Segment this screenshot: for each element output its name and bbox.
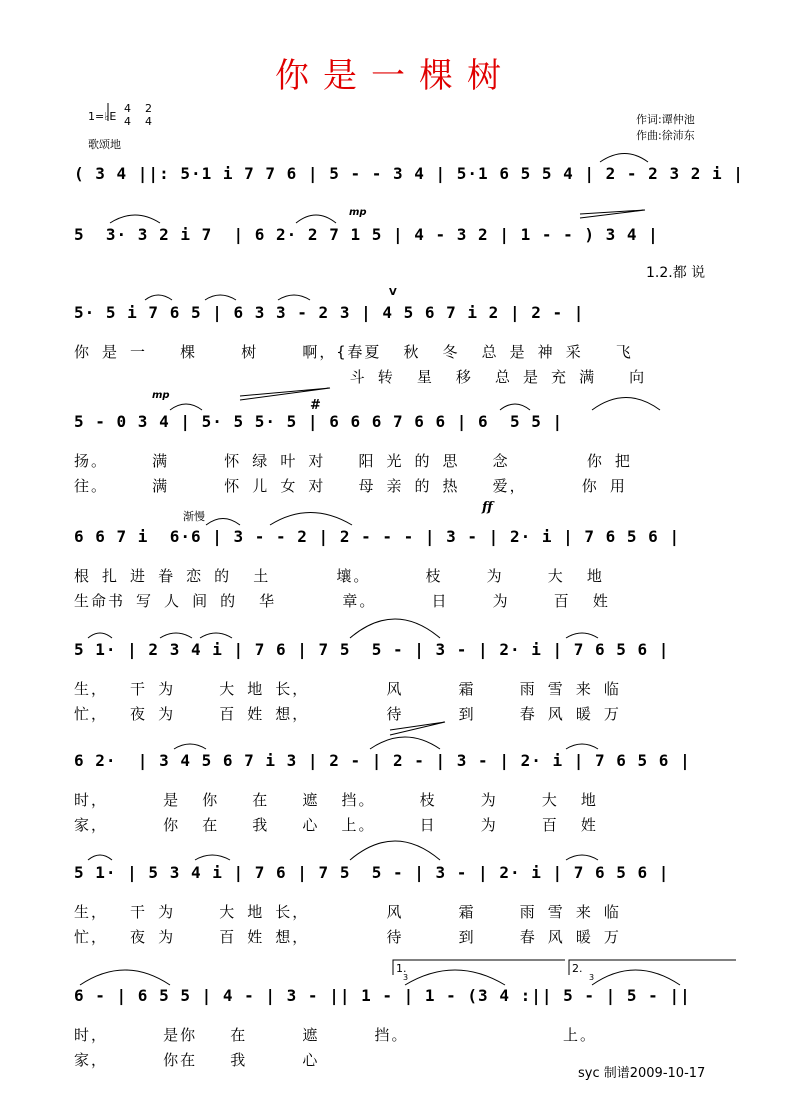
slur-row1 — [600, 154, 648, 163]
dynamic-mp-1: mp — [349, 207, 367, 218]
slur-row7b — [370, 737, 440, 749]
notation-row-7: 6 2· | 3 4 5 6 7 i 3 | 2 - | 2 - | 3 - | 2· i | 7 6 5 6 | — [74, 751, 691, 770]
dynamic-mp-2: mp — [152, 390, 170, 401]
lyric-row-9-verse-1: 时， 是你 在 遮 挡。 上。 — [74, 1026, 597, 1044]
style-marking: 歌颂地 — [88, 138, 121, 151]
song-title: 你是一棵树 — [275, 56, 515, 96]
lyric-row-9-verse-2: 家， 你在 我 心 — [74, 1051, 320, 1069]
lyricist-credit: 作词:谭仲池 — [636, 113, 695, 126]
lyric-row-4-verse-2: 往。 满 怀 儿 女 对 母 亲 的 热 爱， 你 用 — [74, 477, 627, 495]
slur-row9c — [592, 970, 680, 985]
ending2-bracket — [569, 960, 736, 975]
second-ending-label: 2. — [572, 962, 583, 975]
hairpin-row4 — [240, 388, 330, 400]
slur-row4c — [592, 398, 660, 411]
first-ending-label: 1. — [396, 962, 407, 975]
slur-row2b — [296, 215, 336, 223]
verse-label: 1.2.都 说 — [646, 265, 706, 281]
slur-row7a — [174, 744, 206, 749]
dynamic-ff: ff — [482, 500, 493, 515]
slur-row8a — [88, 855, 112, 860]
slur-row9a — [80, 970, 170, 985]
slur-row8b — [195, 855, 230, 860]
slur-row6b — [160, 633, 192, 638]
lyric-row-3-verse-2: 斗 转 星 移 总 是 充 满 向 — [74, 368, 647, 386]
slur-row6d — [350, 619, 440, 638]
sharp-sign: # — [310, 398, 321, 413]
notation-row-2: 5 3· 3 2 i 7 | 6 2· 2 7 1 5 | 4 - 3 2 | 1 - - ) 3 4 | — [74, 225, 659, 244]
hairpin-row7 — [390, 722, 445, 735]
slur-row4b — [500, 404, 530, 410]
notation-row-5: 6 6 7 i 6·6 | 3 - - 2 | 2 - - - | 3 - | 2· i | 7 6 5 6 | — [74, 527, 681, 546]
notation-row-9: 6 - | 6 5 5 | 4 - | 3 - || 1 - | 1 - (3 4 :|| 5 - | 5 - || — [74, 986, 691, 1005]
lyric-row-6-verse-1: 生， 干 为 大 地 长， 风 霜 雨 雪 来 临 — [74, 680, 621, 698]
slur-row3b — [205, 295, 236, 300]
triplet-mark-1: 3 — [403, 973, 409, 982]
slur-row2a — [110, 215, 160, 223]
lyric-row-4-verse-1: 扬。 满 怀 绿 叶 对 阳 光 的 思 念 你 把 — [74, 452, 632, 470]
slur-row3a — [145, 295, 172, 300]
footer-credit: syc 制谱2009-10-17 — [578, 1066, 706, 1081]
lyric-row-3-verse-1: 你 是 一 棵 树 啊，{春夏 秋 冬 总 是 神 采 飞 — [74, 343, 633, 361]
lyric-row-7-verse-2: 家， 你 在 我 心 上。 日 为 百 姓 — [74, 816, 598, 834]
slur-row6a — [88, 633, 112, 638]
lyric-row-8-verse-2: 忙， 夜 为 百 姓 想， 待 到 春 风 暖 万 — [74, 928, 621, 946]
slur-row6e — [566, 633, 598, 638]
ritardando-marking: 渐慢 — [183, 510, 205, 523]
slur-row5a — [206, 519, 240, 526]
notation-row-8: 5 1· | 5 3 4 i | 7 6 | 7 5 5 - | 3 - | 2· i | 7 6 5 6 | — [74, 863, 670, 882]
notation-row-6: 5 1· | 2 3 4 i | 7 6 | 7 5 5 - | 3 - | 2· i | 7 6 5 6 | — [74, 640, 670, 659]
notation-row-3: 5· 5 i 7 6 5 | 6 3 3 - 2 3 | 4 5 6 7 i 2 | 2 - | — [74, 303, 585, 322]
slur-row7c — [566, 744, 598, 749]
hairpin-row2 — [580, 210, 645, 218]
slur-row9b — [405, 970, 505, 985]
lyric-row-6-verse-2: 忙， 夜 为 百 姓 想， 待 到 春 风 暖 万 — [74, 705, 621, 723]
lyric-row-7-verse-1: 时， 是 你 在 遮 挡。 枝 为 大 地 — [74, 791, 598, 809]
slur-row4a — [170, 404, 202, 410]
lyric-row-5-verse-2: 生命书 写 人 间 的 华 章。 日 为 百 姓 — [74, 592, 610, 610]
slur-row5b — [270, 513, 352, 526]
slur-row6c — [200, 633, 232, 638]
ending1-bracket — [393, 960, 565, 975]
slur-row3c — [278, 295, 310, 300]
notation-row-4: 5 - 0 3 4 | 5· 5 5· 5 | 6 6 6 7 6 6 | 6 5 5 | — [74, 412, 564, 431]
lyric-row-8-verse-1: 生， 干 为 大 地 长， 风 霜 雨 雪 来 临 — [74, 903, 621, 921]
breath-mark: V — [389, 287, 397, 298]
time-signature-2-4: 2 4 — [145, 102, 152, 128]
key-signature: 1=♭E — [88, 110, 117, 123]
triplet-mark-2: 3 — [589, 973, 595, 982]
composer-credit: 作曲:徐沛东 — [636, 129, 695, 142]
slur-row8d — [566, 855, 598, 860]
slur-row8c — [350, 841, 440, 860]
lyric-row-5-verse-1: 根 扎 进 眷 恋 的 土 壤。 枝 为 大 地 — [74, 567, 604, 585]
time-signature-4-4: 4 4 — [124, 102, 131, 128]
notation-row-1: ( 3 4 ||: 5·1 i 7 7 6 | 5 - - 3 4 | 5·1 6 5 5 4 | 2 - 2 3 2 i | — [74, 164, 744, 183]
